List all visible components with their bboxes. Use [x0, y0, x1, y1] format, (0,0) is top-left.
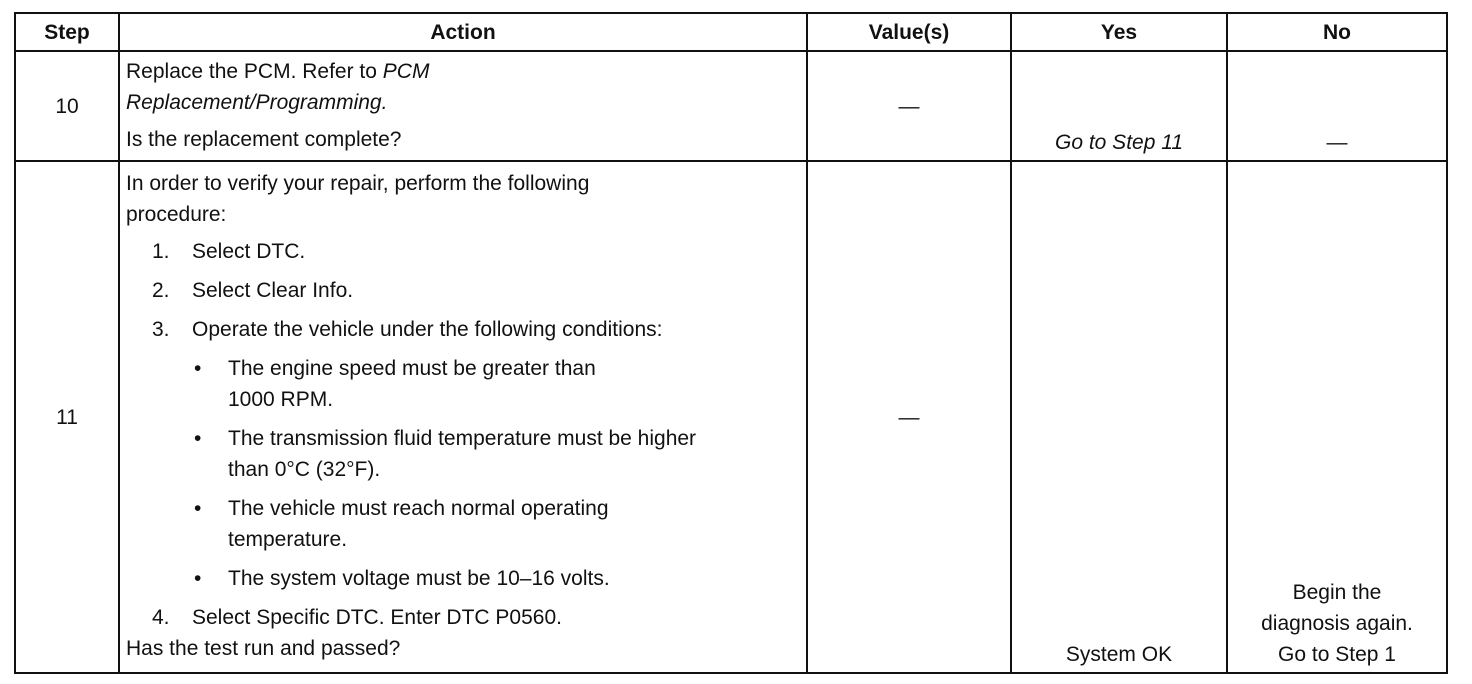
action-line: Replace the PCM. Refer to PCM [126, 60, 430, 83]
header-values: Value(s) [807, 13, 1011, 51]
header-yes: Yes [1011, 13, 1227, 51]
value-cell: — [807, 51, 1011, 161]
condition-item: • The system voltage must be 10–16 volts. [192, 563, 802, 594]
header-no: No [1227, 13, 1447, 51]
step-number: 10 [15, 51, 119, 161]
action-question: Has the test run and passed? [126, 637, 401, 660]
yes-cell: Go to Step 11 [1011, 51, 1227, 161]
procedure-step: 3. Operate the vehicle under the following conditions: [152, 318, 663, 341]
bullet-icon: • [194, 567, 202, 590]
bullet-icon: • [194, 497, 202, 520]
no-cell: Begin the diagnosis again. Go to Step 1 [1227, 161, 1447, 673]
action-cell [119, 51, 807, 161]
header-step: Step [15, 13, 119, 51]
header-row [15, 13, 1447, 51]
table-row [15, 161, 1447, 673]
action-line: procedure: [126, 203, 227, 226]
diagnostic-table [14, 12, 1448, 674]
condition-item: • The engine speed must be greater than 1000 RPM. [192, 353, 802, 415]
header-action: Action [119, 13, 807, 51]
reference-link[interactable]: PCM [382, 60, 430, 83]
action-cell [119, 161, 807, 673]
action-question: Is the replacement complete? [126, 128, 402, 151]
bullet-icon: • [194, 357, 202, 380]
no-cell: — [1227, 51, 1447, 161]
procedure-step: 2. Select Clear Info. [152, 279, 354, 302]
table-row [15, 51, 1447, 161]
procedure-step: 4. Select Specific DTC. Enter DTC P0560. [152, 606, 562, 629]
value-cell: — [807, 161, 1011, 673]
action-line: In order to verify your repair, perform the following [126, 172, 590, 195]
condition-item: • The vehicle must reach normal operating temperature. [192, 493, 802, 555]
yes-cell: System OK [1011, 161, 1227, 673]
step-number: 11 [15, 161, 119, 673]
condition-item: • The transmission fluid temperature must be higher than 0°C (32°F). [192, 423, 802, 485]
bullet-icon: • [194, 427, 202, 450]
reference-link[interactable]: Replacement/Programming. [126, 91, 388, 114]
procedure-step: 1. Select DTC. [152, 240, 306, 263]
